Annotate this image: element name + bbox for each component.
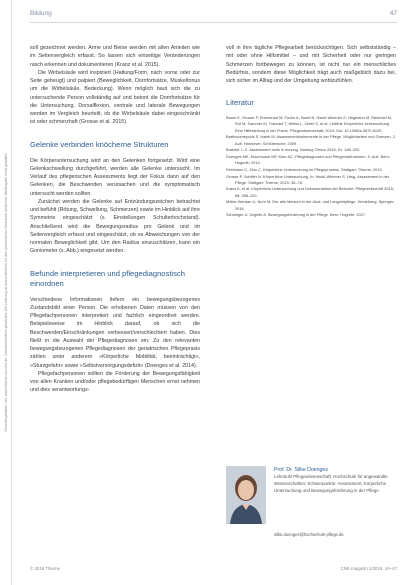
right-column: [226, 44, 396, 219]
reference-list: [226, 115, 396, 218]
header-rule: [30, 22, 397, 23]
references-heading: Literatur: [226, 98, 254, 108]
download-notice: Heruntergeladen von: www.thieme-connect.de. Urheberrechtlich geschützt. Die Nutzung ist ausschließlich für den persönlichen Gebrauch bestimmt. Weitergabe nicht gestattet.: [4, 152, 8, 432]
author-info: [274, 466, 396, 494]
reference-item: Kranz A, et al. Körperliche Untersuchung und Dokumentation der Befunde. Pflegezeitschrift 2015; 68: 288–292.: [226, 186, 394, 198]
reference-item: Baum E, Grosse P, Ehrentraut M, Fuchs A, Hackl N, Hackl-Wimmer S, Hagmann M, Reinhold M, Ruf M, Sammer M, Trachsel T, Weiss L, Zeller S, et al. Leitlinie Körperliche Untersuchung: Eine Hilfestellung in der Praxis. Pflegewissenschaft; 2019. Doi: 10.1055/a-0870-6125: [226, 115, 392, 133]
section-label: Bildung: [30, 10, 52, 17]
journal-citation: CNE.magazin 1/2019, 44–47: [340, 566, 397, 571]
reference-item: Doenges ME, Moorhouse MF, Murr AC. Pflegediagnosen und Pflegemaßnahmen. 5. Aufl. Bern: Hogrefe; 2014.: [226, 153, 390, 166]
body-paragraph: Verschiedene Informationen liefern ein bewegungsbezogenes Zustandsbild einer Person. Die erhobenen Daten müssen von den Pflegefachpersonen interpretiert und fachlich eingeordnet werden. Beispielsweise im Hinblick darauf, ob sich die Beschwerden/Einschränkungen verbessert/verschlechtert haben. Dies fließt in die Auswahl der Pflegediagnosen ein. Zu den relevanten bewegungsbezogenen Pflegediagnosen der geriatrischen Pflegepraxis zählen unter anderem »Körperliche Mobilität, beeinträchtigt«, »Sturzgefahr« sowie »Selbstversorgungsdefizit« (Doenges et al. 2014).: [30, 296, 200, 369]
body-paragraph: Die Wirbelsäule wird inspiziert (Haltung/Form, nach vorne oder zur Seite gebeugt) und palpiert (Beweglichkeit, Dornfortsätze, Muskeltonus um die Wirbelsäule, Bedeckung). Wenn möglich baut sich die zu untersuchende Person vollständig auf und betont die Dornfortsätze für die Untersuchung. Dorsalflexion, ventrale und laterale Bewegungen werden im Vergleich beurteilt, ob die Wirbelsäule dabei eingeschränkt ist oder schmerzhaft (Grosse et al. 2015).: [30, 69, 200, 126]
reference-item: Schöniger U, Zegelin A. Bewegungsförderung in der Pflege. Bern: Hogrefe; 2017.: [226, 212, 367, 218]
page-footer: [30, 566, 397, 574]
body-paragraph: Die Körperuntersuchung wird an den Gelenken fortgesetzt. Wird eine Gelenkschwellung durchgeführt, werden alle Gelenke untersucht. Im Verlauf des pflegerischen Assessments liegt der Fokus dann auf den Gelenken, die Beschwerden verursachen und die symptomatisch untersucht werden sollten.: [30, 157, 200, 197]
body-paragraph: voll in ihre tägliche Pflegearbeit berücksichtigen. Sich selbstständig – mit oder ohne Hilfsmittel – und mit Sicherheit oder nur geringen Schmerzen fortbewegen zu können, ist nicht nur ein menschliches Bedürfnis, sondern diese Möglichkeit trägt auch maßgeblich dazu bei, sich sicher im Alltag und der Umgebung wohlzufühlen.: [226, 45, 396, 84]
author-box: [226, 466, 396, 546]
left-column: [30, 44, 200, 395]
body-paragraph: Zunächst werden die Gelenke auf Entzündungszeichen betrachtet und befühlt (Rötung, Schwellung, Schmerzen) sowie im Hinblick auf ihre Symmetrie eingeschätzt (s. Einstellungen Schulterhochstand). Anschließend wird die Bewegungsradius pro Gelenk und im Seitenvergleich erfasst und eingeschätzt, ob es Abweichungen von der normalen Beweglichkeit gibt. Um den Radius einzuschätzen, kann ein Goniometer (s. Abb.) eingesetzt werden.: [30, 198, 200, 255]
side-margin-strip: [0, 0, 12, 585]
author-email[interactable]: silke.doenges@hochschule-pflege.de: [274, 532, 344, 537]
body-paragraph: soll gezeichnet werden. Arme und Beine werden mit allen Anteilen wie im Seitenvergleich erfasst. So lassen sich einseitige Veränderungen rasch erkennen und dokumentieren (Kranz et al. 2015).: [30, 45, 200, 68]
reference-item: Müller-Werdan U, Nuhr M. Der alte Mensch in der Akut- und Langzeitpflege. Heidelberg: Springer; 2016.: [226, 199, 395, 211]
section-heading-befunde: Befunde interpretieren und pflegediagnostisch einordnen: [30, 268, 185, 288]
author-description: Lehrstuhl Pflegewissenschaft, Hochschule für angewandte Wissenschaften; Schwerpunkte: Assessment, Körperliche Untersuchung und Bewegungsförderung in der Pflege: [274, 474, 388, 493]
reference-item: Bratzke, L.C. Assessment tools in nursing. Nursing Clinics 2016; 51: 189–202.: [226, 147, 361, 153]
copyright: © 2019 Thieme: [30, 566, 61, 571]
author-portrait-image: [226, 466, 266, 524]
author-photo: [226, 466, 266, 524]
page-number: 47: [389, 10, 397, 17]
body-paragraph: Pflegefachpersonen sollten die Förderung der Bewegungsfähigkeit von allen Kranken und/oder pflegebedürftigen Menschen ernst nehmen und dies verantwortungs-: [30, 370, 200, 394]
reference-item: Feldmann C, Zinn C. Körperliche Untersuchung im Pflegeprozess. Stuttgart: Thieme; 2019.: [226, 166, 383, 172]
reference-item: Bartholomeyczik S, Halek M. Assessmentinstrumente in der Pflege. Möglichkeiten und Grenzen. 2. Aufl. Hannover: Schlütersche; 2009.: [226, 134, 396, 146]
running-head: [30, 10, 397, 20]
reference-item: Grosse P, Schiffer N. Körperliche Untersuchung. In: Hackl-Wimmer S, Hrsg. Assessment in der Pflege. Stuttgart: Thieme; 2015: 45–78.: [226, 173, 390, 185]
section-heading-gelenke: Gelenke verbinden knöcherne Strukturen: [30, 139, 169, 149]
author-name: Prof. Dr. Silke Doenges: [274, 467, 328, 473]
